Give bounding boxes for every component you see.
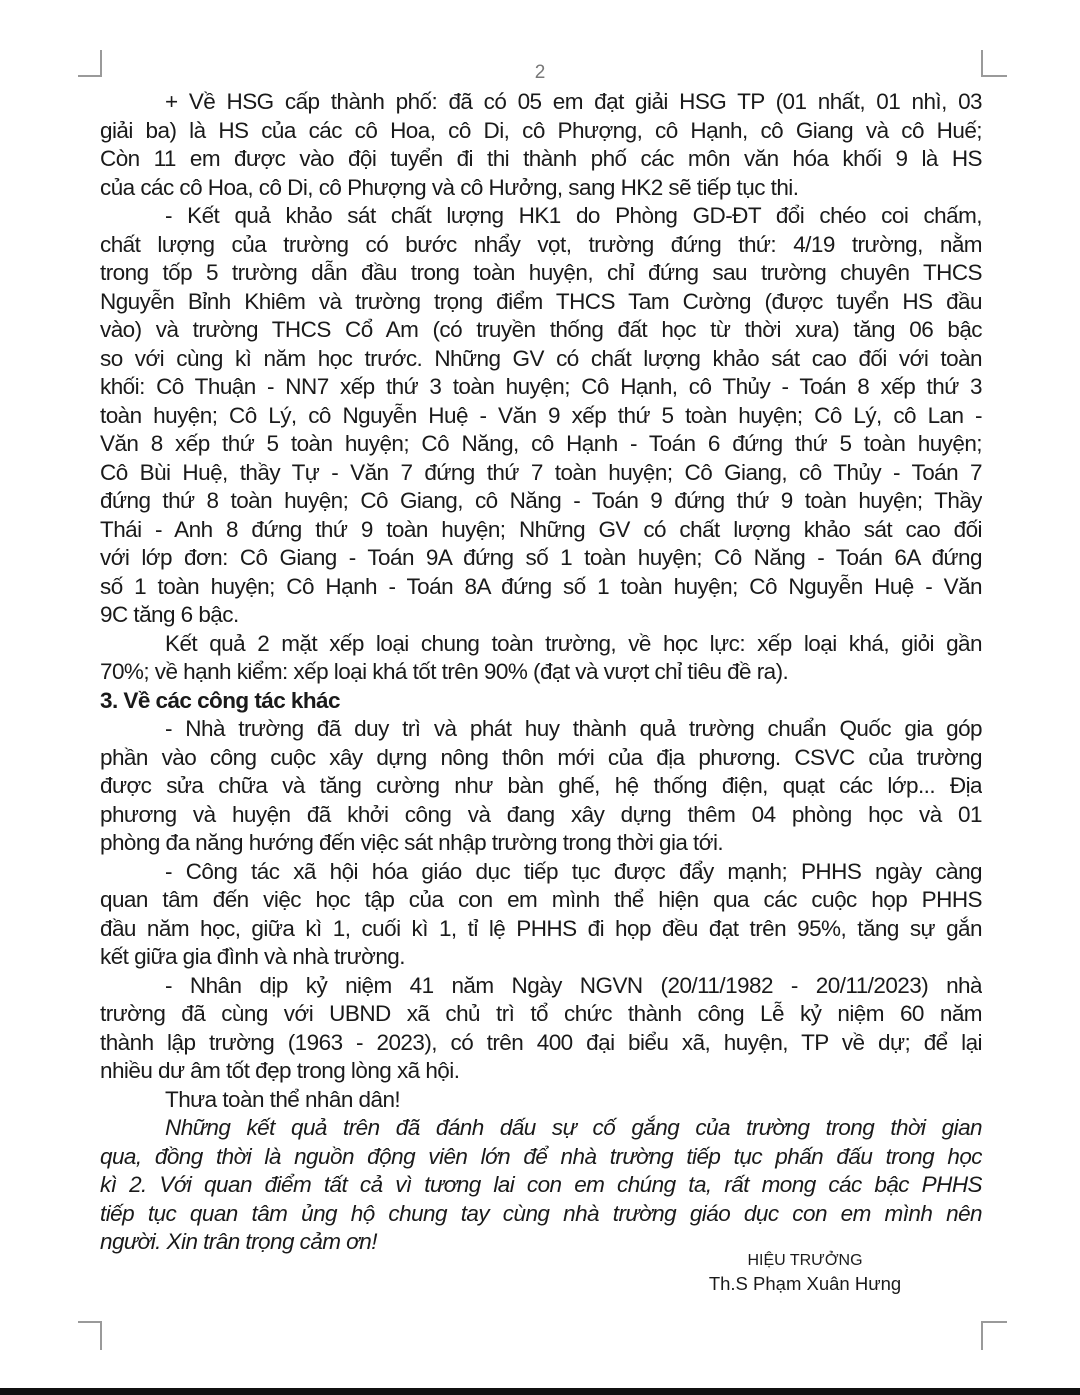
text-line: quan tâm đến việc học tập của con em mình thể hiện qua các cuộc họp PHHS (100, 887, 982, 912)
text-line: phần vào công cuộc xây dựng nông thôn mới của địa phương. CSVC của trường (100, 744, 982, 770)
text-line: Những kết quả trên đã đánh dấu sự cố gắng của trường trong thời gian (165, 1115, 982, 1140)
text-line: của các cô Hoa, cô Di, cô Phượng và cô Hưởng, sang HK2 sẽ tiếp tục thi. (100, 174, 799, 200)
text-line: đứng thứ 8 toàn huyện; Cô Giang, cô Năng - Toán 9 đứng thứ 9 toàn huyện; Thầy (100, 488, 982, 513)
screen-bottom-bar (0, 1388, 1080, 1395)
text-line: kì 2. Với quan điểm tất cả vì tương lai con em chúng ta, rất mong các bậc PHHS (100, 1172, 982, 1197)
corner-mark-bottom-left (78, 1321, 102, 1350)
text-line: với lớp đơn: Cô Giang - Toán 9A đứng số 1 toàn huyện; Cô Năng - Toán 6A đứng (100, 545, 982, 570)
text-line: Văn 8 xếp thứ 5 toàn huyện; Cô Năng, cô Hạnh - Toán 6 đứng thứ 5 toàn huyện; (100, 431, 982, 456)
text-line: số 1 toàn huyện; Cô Hạnh - Toán 8A đứng số 1 toàn huyện; Cô Nguyễn Huệ - Văn (100, 573, 982, 599)
signature-block (690, 1250, 920, 1296)
text-line: Thưa toàn thể nhân dân! (165, 1086, 401, 1112)
text-line: 9C tăng 6 bậc. (100, 602, 239, 627)
document-body (100, 88, 982, 1257)
text-line: - Công tác xã hội hóa giáo dục tiếp tục được đẩy mạnh; PHHS ngày càng (165, 858, 982, 884)
text-line: Cô Bùi Huệ, thầy Tự - Văn 7 đứng thứ 7 toàn huyện; Cô Giang, cô Thủy - Toán 7 (100, 459, 982, 485)
text-line: + Về HSG cấp thành phố: đã có 05 em đạt giải HSG TP (01 nhất, 01 nhì, 03 (165, 89, 982, 114)
text-line: tiếp tục quan tâm ủng hộ chung tay cùng nhà trường giáo dục con em mình nên (100, 1200, 982, 1226)
signature-title: HIỆU TRƯỞNG (747, 1252, 863, 1269)
text-line: 70%; về hạnh kiểm: xếp loại khá tốt trên 90% (đạt và vượt chỉ tiêu đề ra). (100, 659, 789, 684)
text-line: - Nhà trường đã duy trì và phát huy thành quả trường chuẩn Quốc gia góp (165, 716, 982, 741)
text-line: vào) và trường THCS Cổ Am (có truyền thống đất học từ thời xưa) tăng 06 bậc (100, 317, 982, 342)
text-line: qua, đồng thời là nguồn động viên lớn để nhà trường tiếp tục phấn đấu trong học (100, 1143, 982, 1169)
section-heading (100, 687, 982, 716)
text-line: toàn huyện; Cô Lý, cô Nguyễn Huệ - Văn 9 xếp thứ 5 toàn huyện; Cô Lý, cô Lan - (100, 402, 982, 428)
text-line: khối: Cô Thuận - NN7 xếp thứ 3 toàn huyện; Cô Hạnh, cô Thủy - Toán 8 xếp thứ 3 (100, 374, 982, 399)
signature-name: Th.S Phạm Xuân Hưng (708, 1273, 902, 1294)
text-line: Thái - Anh 8 đứng thứ 9 toàn huyện; Những GV có chất lượng khảo sát cao đối (100, 516, 982, 542)
paragraph (100, 1114, 982, 1257)
text-line: Nguyễn Bỉnh Khiêm và trường trọng điểm THCS Tam Cường (được tuyển HS đầu (100, 288, 982, 314)
text-line: 3. Về các công tác khác (100, 687, 340, 713)
corner-mark-bottom-right (981, 1321, 1007, 1350)
text-line: nhiều dư âm tốt đẹp trong lòng xã hội. (100, 1058, 460, 1083)
text-line: phương và huyện đã khởi công và đang xây dựng thêm 04 phòng học và 01 (100, 801, 982, 827)
text-line: - Nhân dịp kỷ niệm 41 năm Ngày NGVN (20/11/1982 - 20/11/2023) nhà (165, 972, 982, 998)
text-line: trường đã cùng với UBND xã chủ trì tổ chức thành công Lễ kỷ niệm 60 năm (100, 1001, 982, 1026)
paragraph (100, 1086, 982, 1115)
text-line: được sửa chữa và tăng cường như bàn ghế, hệ thống điện, quạt các lớp... Địa (100, 773, 982, 798)
text-line: chất lượng của trường có bước nhẩy vọt, trường đứng thứ: 4/19 trường, nằm (100, 231, 982, 257)
paragraph (100, 972, 982, 1086)
text-line: thành lập trường (1963 - 2023), có trên 400 đại biểu xã, huyện, TP về dự; để lại (100, 1029, 982, 1055)
paragraph (100, 88, 982, 202)
text-line: so với cùng kì năm học trước. Những GV có chất lượng khảo sát cao đối với toàn (100, 345, 982, 371)
paragraph (100, 630, 982, 687)
text-line: Kết quả 2 mặt xếp loại chung toàn trường, về học lực: xếp loại khá, giỏi gần (165, 630, 982, 656)
text-line: giải ba) là HS của các cô Hoa, cô Di, cô Phượng, cô Hạnh, cô Giang và cô Huế; (100, 117, 982, 143)
paragraph (100, 715, 982, 858)
text-line: - Kết quả khảo sát chất lượng HK1 do Phòng GD-ĐT đổi chéo coi chấm, (165, 203, 982, 228)
text-line: phòng đa năng hướng đến việc sát nhập trường trong thời gia tới. (100, 830, 724, 855)
text-line: Còn 11 em được vào đội tuyển đi thi thành phố các môn văn hóa khối 9 là HS (100, 146, 982, 171)
text-line: trong tốp 5 trường dẫn đầu trong toàn huyện, chỉ đứng sau trường chuyên THCS (100, 260, 982, 285)
paragraph (100, 202, 982, 630)
text-line: người. Xin trân trọng cảm ơn! (100, 1229, 377, 1254)
page-number: 2 (534, 62, 546, 83)
paragraph (100, 858, 982, 972)
text-line: đầu năm học, giữa kì 1, cuối kì 1, tỉ lệ PHHS đi họp đều đạt trên 95%, tăng sự gắn (100, 915, 982, 941)
text-line: kết giữa gia đình và nhà trường. (100, 944, 405, 969)
